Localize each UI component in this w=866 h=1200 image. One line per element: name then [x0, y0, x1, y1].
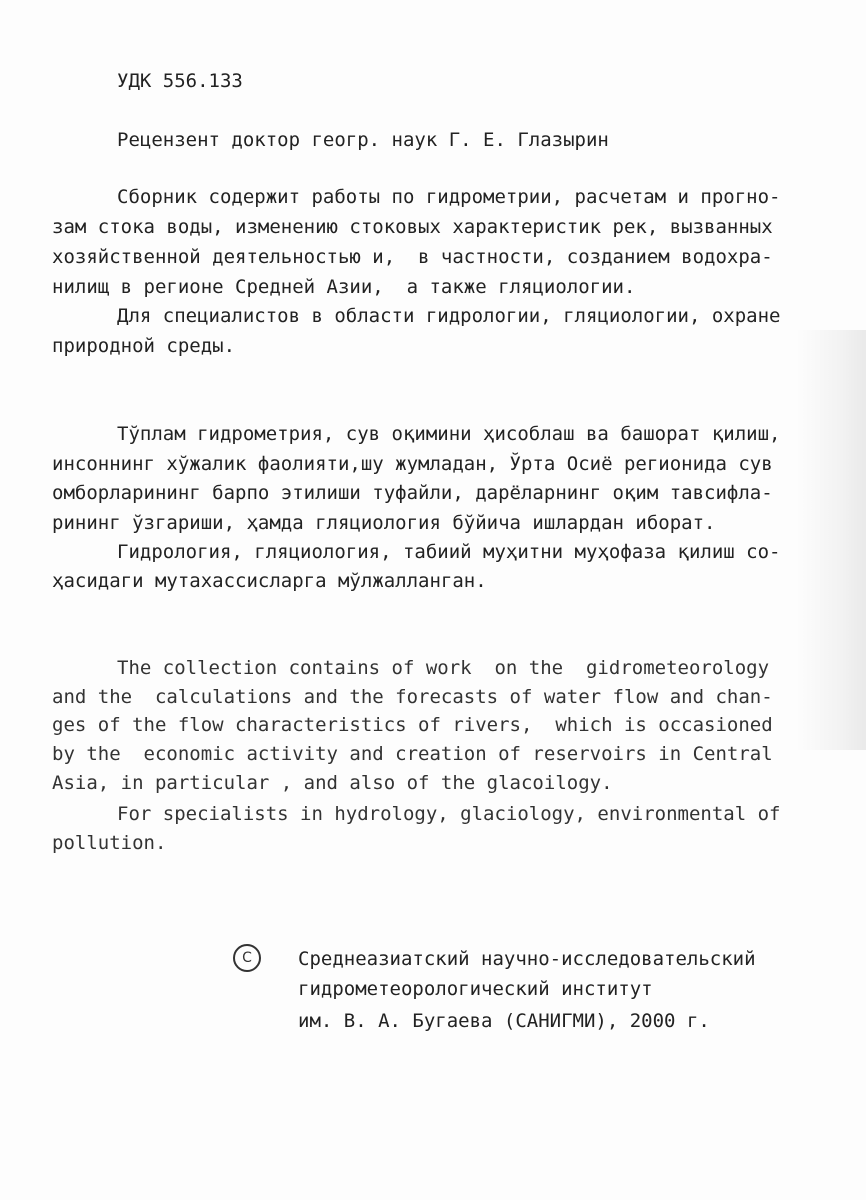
uzbek-abstract-line: рининг ўзгариши, ҳамда гляциология бўйича ишлардан иборат. [52, 512, 716, 534]
english-abstract-line: and the calculations and the forecasts of water flow and chan- [52, 686, 773, 708]
reviewer-line: Рецензент доктор геогр. наук Г. Е. Глазырин [117, 129, 609, 151]
english-abstract-line: by the economic activity and creation of reservoirs in Central [52, 743, 773, 765]
russian-abstract-line: Сборник содержит работы по гидрометрии, расчетам и прогно- [117, 186, 781, 208]
english-abstract-line: Asia, in particular , and also of the glacoilogy. [52, 772, 613, 794]
english-abstract-line: ges of the flow characteristics of rivers, which is occasioned [52, 714, 773, 736]
institute-name-line: Среднеазиатский научно-исследовательский [298, 948, 756, 970]
paper-crease [796, 330, 866, 750]
english-audience-line: pollution. [52, 832, 167, 854]
udk-code: УДК 556.133 [117, 70, 243, 92]
russian-abstract-line: зам стока воды, изменению стоковых характеристик рек, вызванных [52, 216, 773, 238]
uzbek-abstract-line: инсоннинг хўжалик фаолияти,шу жумладан, Ўрта Осиё регионида сув [52, 453, 773, 475]
institute-name-line: гидрометеорологический институт [298, 978, 653, 1000]
english-abstract-line: The collection contains of work on the gidrometeorology [117, 657, 770, 679]
institute-name-line: им. В. А. Бугаева (САНИГМИ), 2000 г. [298, 1010, 710, 1032]
russian-audience-line: природной среды. [52, 335, 236, 357]
russian-abstract-line: нилищ в регионе Средней Азии, а также гляциологии. [52, 276, 636, 298]
russian-abstract-line: хозяйственной деятельностью и, в частности, созданием водохра- [52, 246, 773, 268]
uzbek-abstract-line: омборларининг барпо этилиши туфайли, дарёларнинг оқим тавсифла- [52, 482, 773, 504]
uzbek-audience-line: Гидрология, гляциология, табиий муҳитни муҳофаза қилиш со- [117, 541, 781, 563]
uzbek-audience-line: ҳасидаги мутахассисларга мўлжалланган. [52, 570, 487, 592]
copyright-icon: C [233, 944, 261, 972]
russian-audience-line: Для специалистов в области гидрологии, гляциологии, охране [117, 305, 781, 327]
english-audience-line: For specialists in hydrology, glaciology, environmental of [117, 803, 781, 825]
uzbek-abstract-line: Тўплам гидрометрия, сув оқимини ҳисоблаш ва башорат қилиш, [117, 423, 781, 445]
